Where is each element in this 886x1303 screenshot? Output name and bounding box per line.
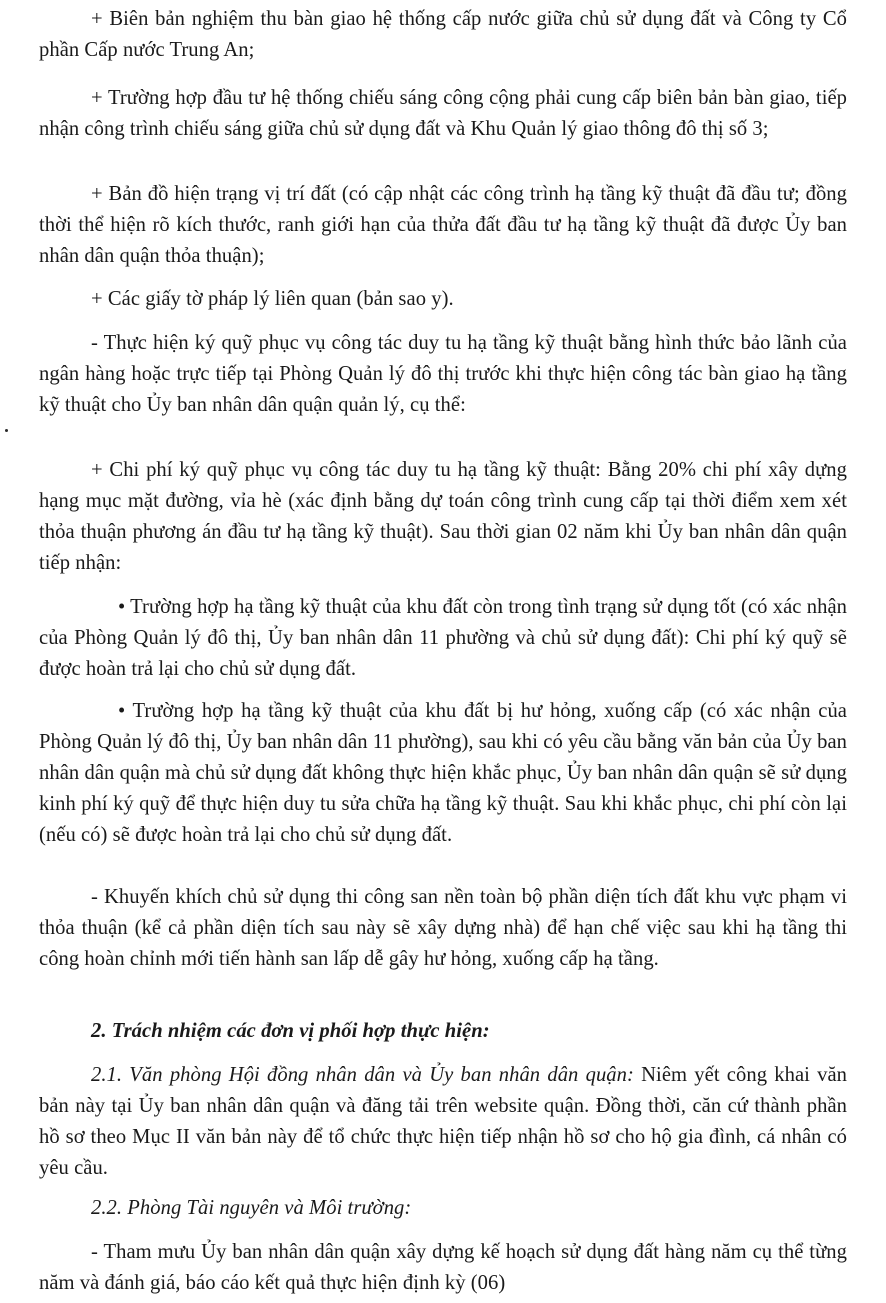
paragraph-legal-papers: + Các giấy tờ pháp lý liên quan (bản sao y). <box>91 288 454 310</box>
bullet-damaged: • Trường hợp hạ tầng kỹ thuật của khu đất bị hư hỏng, xuống cấp (có xác nhận của Phòng Quản lý đô thị, Ủy ban nhân dân 11 phường), sau khi có yêu cầu bằng văn bản của Ủy ban nhân dân quận mà chủ sử dụng đất không thực hiện khắc phục, Ủy ban nhân dân quận sẽ sử dụng kinh phí ký quỹ để thực hiện duy tu sửa chữa hạ tầng kỹ thuật. Sau khi khắc phục, chi phí còn lại (nếu có) sẽ được hoàn trả lại cho chủ sử dụng đất. <box>39 700 847 846</box>
subheading-2-2: 2.2. Phòng Tài nguyên và Môi trường: <box>91 1197 412 1219</box>
bullet-good-condition: • Trường hợp hạ tầng kỹ thuật của khu đất còn trong tình trạng sử dụng tốt (có xác nhận của Phòng Quản lý đô thị, Ủy ban nhân dân 11 phường và chủ sử dụng đất): Chi phí ký quỹ sẽ được hoàn trả lại cho chủ sử dụng đất. <box>39 596 847 680</box>
paragraph-2-1 <box>39 1060 847 1184</box>
subheading-2-1: 2.1. Văn phòng Hội đồng nhân dân và Ủy ban nhân dân quận: <box>91 1064 634 1086</box>
paragraph-lighting-handover: + Trường hợp đầu tư hệ thống chiếu sáng công cộng phải cung cấp biên bản bàn giao, tiếp nhận công trình chiếu sáng giữa chủ sử dụng đất và Khu Quản lý giao thông đô thị số 3; <box>39 87 847 140</box>
paragraph-land-plan: - Tham mưu Ủy ban nhân dân quận xây dựng kế hoạch sử dụng đất hàng năm cụ thể từng năm và đánh giá, báo cáo kết quả thực hiện định kỳ (06) <box>39 1241 847 1294</box>
paragraph-deposit-cost: + Chi phí ký quỹ phục vụ công tác duy tu hạ tầng kỹ thuật: Bằng 20% chi phí xây dựng hạng mục mặt đường, vỉa hè (xác định bằng dự toán công trình cung cấp tại thời điểm xem xét thỏa thuận phương án đầu tư hạ tầng kỹ thuật). Sau thời gian 02 năm khi Ủy ban nhân dân quận tiếp nhận: <box>39 459 847 574</box>
paragraph-deposit: - Thực hiện ký quỹ phục vụ công tác duy tu hạ tầng kỹ thuật bằng hình thức bảo lãnh của ngân hàng hoặc trực tiếp tại Phòng Quản lý đô thị trước khi thực hiện công tác bàn giao hạ tầng kỹ thuật cho Ủy ban nhân dân quận quản lý, cụ thể: <box>39 332 847 416</box>
paragraph-leveling: - Khuyến khích chủ sử dụng thi công san nền toàn bộ phần diện tích đất khu vực phạm vi thỏa thuận (kể cả phần diện tích sau này sẽ xây dựng nhà) để hạn chế việc sau khi hạ tầng thi công hoàn chỉnh mới tiến hành san lấp dễ gây hư hỏng, xuống cấp hạ tầng. <box>39 886 847 970</box>
scan-speck <box>5 429 8 432</box>
section-heading-responsibilities: 2. Trách nhiệm các đơn vị phối hợp thực hiện: <box>91 1020 490 1042</box>
paragraph-site-map: + Bản đồ hiện trạng vị trí đất (có cập nhật các công trình hạ tầng kỹ thuật đã đầu tư; đồng thời thể hiện rõ kích thước, ranh giới hạn của thửa đất đầu tư hạ tầng kỹ thuật đã được Ủy ban nhân dân quận thỏa thuận); <box>39 183 847 267</box>
paragraph-2-1-body: Niêm yết công khai văn bản này tại Ủy ban nhân dân quận và đăng tải trên website quận. Đồng thời, căn cứ thành phần hồ sơ theo Mục II văn bản này để tổ chức thực hiện tiếp nhận hồ sơ cho hộ gia đình, cá nhân có yêu cầu. <box>39 1064 847 1179</box>
paragraph-water-handover: + Biên bản nghiệm thu bàn giao hệ thống cấp nước giữa chủ sử dụng đất và Công ty Cổ phần Cấp nước Trung An; <box>39 8 847 61</box>
